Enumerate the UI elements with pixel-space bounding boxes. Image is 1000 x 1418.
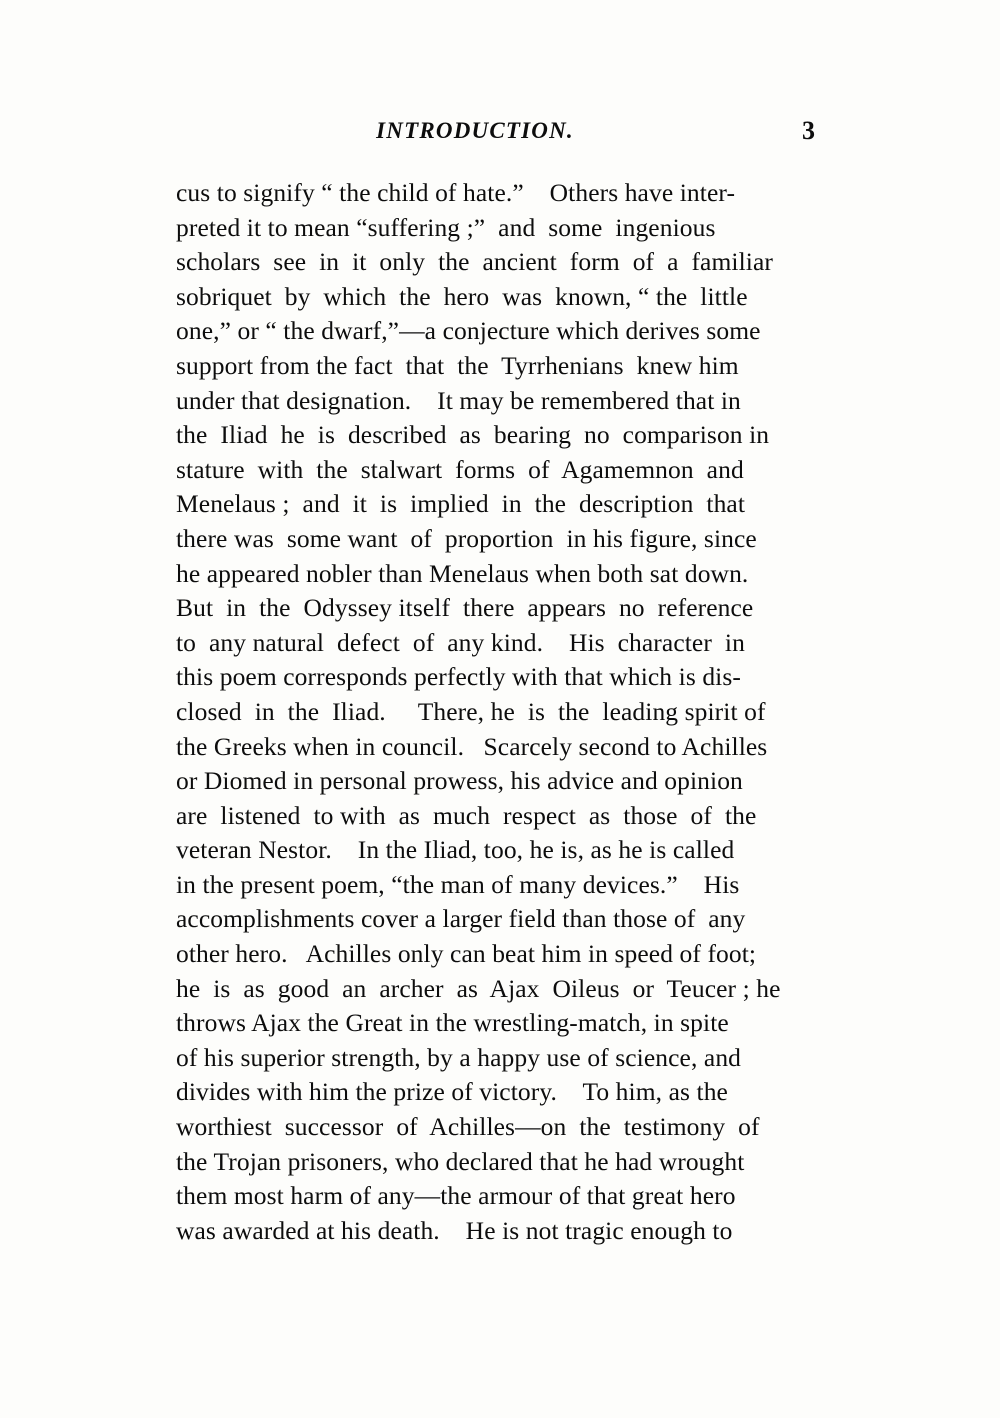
text-line: the Trojan prisoners, who declared that he had wrought: [176, 1146, 745, 1176]
text-line: them most harm of any—the armour of that great hero: [176, 1181, 736, 1211]
body-text-block: [176, 176, 824, 1248]
text-line: Menelaus ; and it is implied in the description that: [176, 489, 746, 519]
text-line: or Diomed in personal prowess, his advice and opinion: [176, 766, 743, 796]
text-line: one,” or “ the dwarf,”—a conjecture which derives some: [176, 316, 761, 346]
text-line: cus to signify “ the child of hate.” Others have inter-: [176, 178, 736, 207]
text-line: was awarded at his death. He is not tragic enough to: [176, 1215, 733, 1245]
text-line: he is as good an archer as Ajax Oileus or Teucer ; he: [176, 973, 781, 1003]
text-line: preted it to mean “suffering ;” and some ingenious: [176, 212, 716, 242]
text-line: are listened to with as much respect as those of the: [176, 800, 757, 830]
text-line: scholars see in it only the ancient form of a familiar: [176, 247, 773, 277]
page-header: [175, 118, 825, 152]
text-line: throws Ajax the Great in the wrestling-match, in spite: [176, 1008, 729, 1038]
text-line: he appeared nobler than Menelaus when both sat down.: [176, 558, 749, 588]
text-line: this poem corresponds perfectly with that which is dis-: [176, 662, 741, 692]
text-line: stature with the stalwart forms of Agamemnon and: [176, 454, 744, 484]
text-line: worthiest successor of Achilles—on the testimony of: [176, 1112, 760, 1142]
text-line: other hero. Achilles only can beat him in speed of foot;: [176, 939, 757, 969]
text-line: of his superior strength, by a happy use of science, and: [176, 1042, 742, 1072]
text-line: the Greeks when in council. Scarcely second to Achilles: [176, 731, 768, 761]
text-line: sobriquet by which the hero was known, “ the little: [176, 281, 748, 311]
text-line: the Iliad he is described as bearing no comparison in: [176, 420, 770, 450]
text-line: accomplishments cover a larger field than those of any: [176, 904, 746, 934]
text-line: there was some want of proportion in his figure, since: [176, 523, 757, 553]
text-line: under that designation. It may be remembered that in: [176, 385, 741, 415]
text-line: divides with him the prize of victory. To him, as the: [176, 1077, 728, 1107]
running-head: INTRODUCTION.: [376, 118, 574, 143]
text-line: support from the fact that the Tyrrhenians knew him: [176, 350, 739, 380]
text-line: to any natural defect of any kind. His character in: [176, 627, 745, 657]
text-line: closed in the Iliad. There, he is the leading spirit of: [176, 696, 766, 726]
text-line: But in the Odyssey itself there appears no reference: [176, 593, 754, 623]
text-line: veteran Nestor. In the Iliad, too, he is, as he is called: [176, 835, 735, 865]
text-line: in the present poem, “the man of many devices.” His: [176, 869, 740, 899]
page-number: 3: [802, 116, 815, 145]
